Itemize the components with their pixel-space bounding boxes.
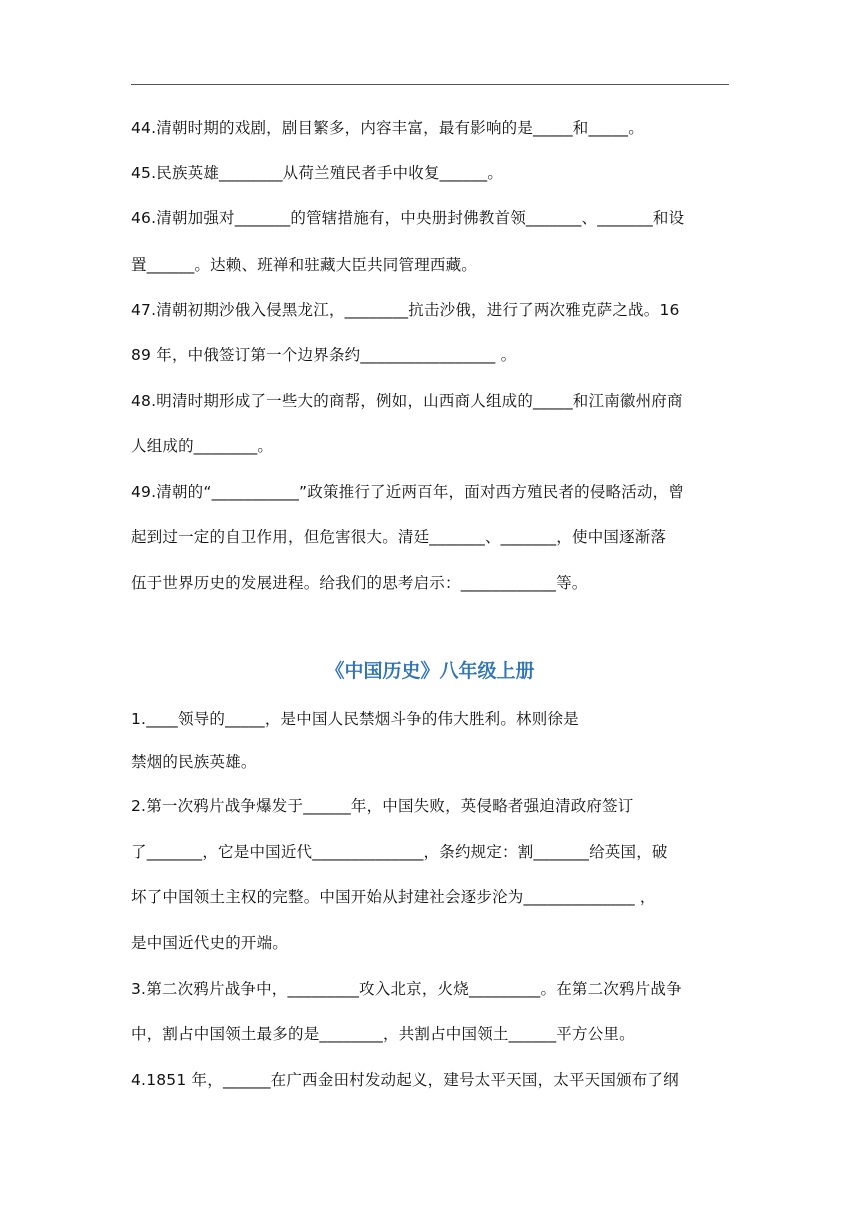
header-rule xyxy=(131,84,729,85)
question-1-line-1: 1.____领导的_____，是中国人民禁烟斗争的伟大胜利。林则徐是 xyxy=(131,710,579,728)
question-47-line-2: 89 年，中俄签订第一个边界条约_________________ 。 xyxy=(131,346,517,364)
question-46-line-1: 46.清朝加强对_______的管辖措施有，中央册封佛教首领_______、_______和设 xyxy=(131,209,685,227)
question-46-line-2: 置______。达赖、班禅和驻藏大臣共同管理西藏。 xyxy=(131,256,478,274)
question-49-line-2: 起到过一定的自卫作用，但危害很大。清廷_______、_______，使中国逐渐落 xyxy=(131,528,667,546)
question-49-line-3: 伍于世界历史的发展进程。给我们的思考启示：____________等。 xyxy=(131,574,588,592)
question-4-line-1: 4.1851 年，______在广西金田村发动起义，建号太平天国，太平天国颁布了纲 xyxy=(131,1071,679,1089)
question-45: 45.民族英雄________从荷兰殖民者手中收复______。 xyxy=(131,164,504,182)
question-2-line-2: 了_______，它是中国近代______________，条约规定：割_______给英国，破 xyxy=(131,843,668,861)
question-2-line-3: 坏了中国领土主权的完整。中国开始从封建社会逐步沦为______________ ， xyxy=(131,888,656,906)
question-2-line-1: 2.第一次鸦片战争爆发于______年，中国失败，英侵略者强迫清政府签订 xyxy=(131,797,634,815)
question-3-line-1: 3.第二次鸦片战争中，_________攻入北京，火烧_________。在第二次鸦片战争 xyxy=(131,980,682,998)
question-2-line-4: 是中国近代史的开端。 xyxy=(131,934,289,952)
question-1-line-2: 禁烟的民族英雄。 xyxy=(131,753,257,771)
question-48-line-1: 48.明清时期形成了一些大的商帮，例如，山西商人组成的_____和江南徽州府商 xyxy=(131,392,683,410)
question-44: 44.清朝时期的戏剧，剧目繁多，内容丰富，最有影响的是_____和_____。 xyxy=(131,119,644,137)
question-48-line-2: 人组成的________。 xyxy=(131,437,274,455)
question-3-line-2: 中，割占中国领土最多的是________，共割占中国领土______平方公里。 xyxy=(131,1025,635,1043)
question-47-line-1: 47.清朝初期沙俄入侵黑龙江，________抗击沙俄，进行了两次雅克萨之战。16 xyxy=(131,301,680,319)
question-49-line-1: 49.清朝的“___________”政策推行了近两百年，面对西方殖民者的侵略活动，曾 xyxy=(131,483,685,501)
section-title: 《中国历史》八年级上册 xyxy=(325,660,535,682)
